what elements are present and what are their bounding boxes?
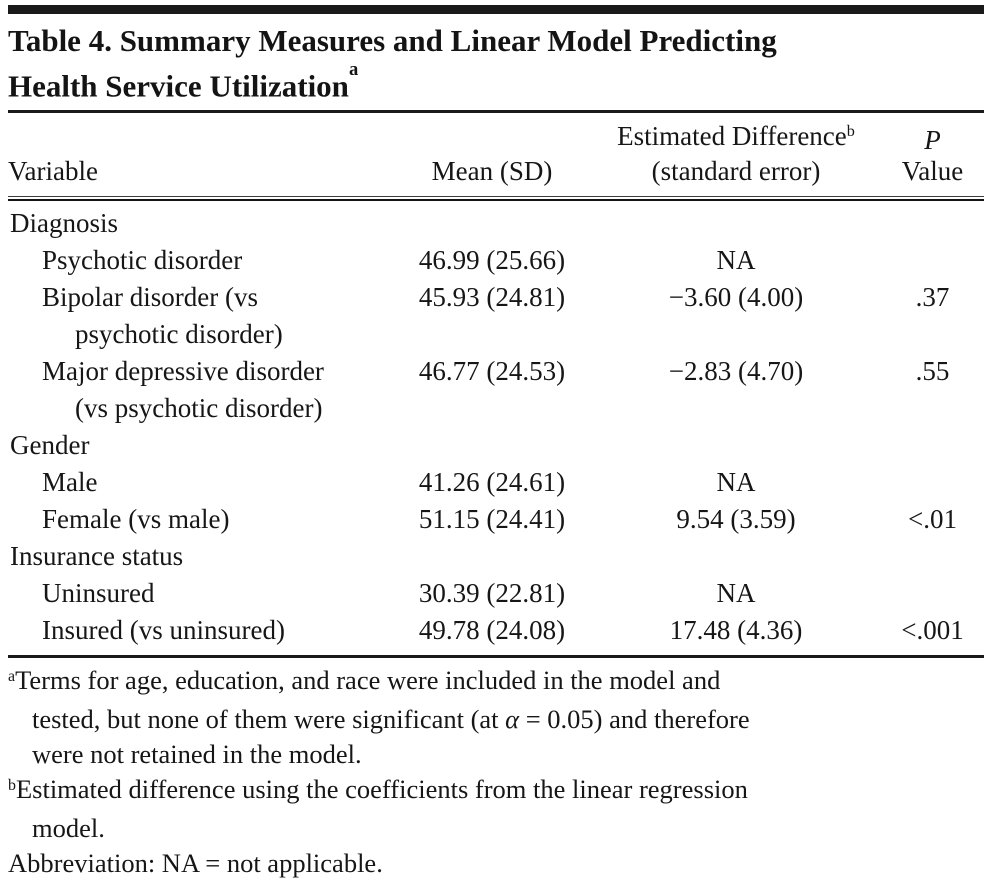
column-header-p-value: P Value bbox=[901, 125, 964, 187]
alpha-symbol: α bbox=[505, 704, 520, 735]
cell-mean-sd bbox=[393, 205, 591, 242]
cell-variable-continuation: psychotic disorder) bbox=[75, 319, 283, 350]
footnote-a-line1: $^a$Terms for age, education, and race were included in the model and bbox=[8, 665, 721, 696]
cell-p-value: .55 bbox=[915, 356, 950, 387]
table-body bbox=[8, 201, 984, 655]
cell-mean-sd bbox=[393, 427, 591, 464]
cell-mean-sd bbox=[393, 538, 591, 575]
cell-estimated-difference bbox=[591, 205, 881, 242]
cell-variable: Male bbox=[42, 467, 98, 498]
table-title-line2: Health Service Utilization bbox=[8, 68, 349, 104]
cell-variable: Bipolar disorder (vs psychotic disorder) bbox=[8, 279, 393, 353]
cell-p-value bbox=[881, 464, 984, 501]
cell-mean-sd: 30.39 (22.81) bbox=[418, 578, 566, 609]
table-row bbox=[8, 242, 984, 279]
cell-mean-sd: 46.77 (24.53) bbox=[418, 356, 566, 387]
cell-mean-sd: 41.26 (24.61) bbox=[418, 467, 566, 498]
cell-estimated-difference: −3.60 (4.00) bbox=[668, 282, 804, 313]
cell-p-value: <.01 bbox=[908, 504, 957, 535]
table-row bbox=[8, 464, 984, 501]
footnote-b-line1: $^b$Estimated difference using the coefficients from the linear regression bbox=[8, 774, 748, 805]
cell-p-value bbox=[881, 427, 984, 464]
cell-variable: Major depressive disorder (vs psychotic disorder) bbox=[8, 353, 393, 427]
table-row bbox=[8, 427, 984, 464]
footnote-b-marker: b bbox=[8, 776, 16, 794]
footnote-a-line2: tested, but none of them were significant (at α = 0.05) and therefore bbox=[32, 704, 750, 735]
cell-variable-continuation: (vs psychotic disorder) bbox=[75, 393, 323, 424]
cell-p-value bbox=[881, 575, 984, 612]
table-row bbox=[8, 538, 984, 575]
table-row bbox=[8, 353, 984, 427]
footnotes bbox=[8, 658, 984, 881]
footnote-a-line3: were not retained in the model. bbox=[32, 739, 362, 770]
column-header-variable: Variable bbox=[8, 156, 98, 187]
table-title bbox=[8, 21, 984, 105]
table-title-line1: Table 4. Summary Measures and Linear Model Predicting bbox=[8, 23, 777, 58]
cell-p-value: .37 bbox=[915, 282, 950, 313]
table-header-row bbox=[8, 113, 984, 196]
top-rule-bar bbox=[8, 5, 984, 14]
cell-mean-sd: 51.15 (24.41) bbox=[418, 504, 566, 535]
cell-estimated-difference: 17.48 (4.36) bbox=[669, 615, 803, 646]
cell-estimated-difference: NA bbox=[716, 578, 756, 609]
cell-mean-sd: 45.93 (24.81) bbox=[418, 282, 566, 313]
cell-variable: Psychotic disorder bbox=[42, 245, 243, 276]
column-header-mean-sd: Mean (SD) bbox=[431, 156, 553, 187]
cell-variable: Insured (vs uninsured) bbox=[42, 615, 285, 646]
table-row bbox=[8, 575, 984, 612]
cell-mean-sd: 46.99 (25.66) bbox=[418, 245, 566, 276]
cell-variable: Diagnosis bbox=[10, 208, 118, 239]
cell-estimated-difference: NA bbox=[716, 245, 756, 276]
footnote-a-marker: a bbox=[8, 667, 16, 685]
table-row bbox=[8, 612, 984, 649]
cell-p-value bbox=[881, 538, 984, 575]
table-row bbox=[8, 205, 984, 242]
cell-estimated-difference bbox=[591, 427, 881, 464]
cell-p-value bbox=[881, 242, 984, 279]
cell-estimated-difference: 9.54 (3.59) bbox=[676, 504, 796, 535]
column-header-estimated-difference: Estimated Difference$^b$ (standard error) bbox=[617, 121, 855, 187]
cell-variable: Gender bbox=[10, 430, 90, 461]
table-title-footnote-marker: a bbox=[348, 58, 359, 80]
abbreviation-note: Abbreviation: NA = not applicable. bbox=[8, 848, 383, 879]
table-row bbox=[8, 501, 984, 538]
cell-variable: Uninsured bbox=[42, 578, 155, 609]
cell-variable: Female (vs male) bbox=[42, 504, 230, 535]
cell-estimated-difference: −2.83 (4.70) bbox=[668, 356, 804, 387]
cell-estimated-difference bbox=[591, 538, 881, 575]
cell-mean-sd: 49.78 (24.08) bbox=[418, 615, 566, 646]
table-row bbox=[8, 279, 984, 353]
cell-estimated-difference: NA bbox=[716, 467, 756, 498]
estimated-difference-footnote-marker: b bbox=[846, 122, 855, 141]
footnote-b-line2: model. bbox=[32, 813, 105, 844]
cell-p-value: <.001 bbox=[901, 615, 964, 646]
cell-p-value bbox=[881, 205, 984, 242]
cell-variable: Insurance status bbox=[10, 541, 184, 572]
